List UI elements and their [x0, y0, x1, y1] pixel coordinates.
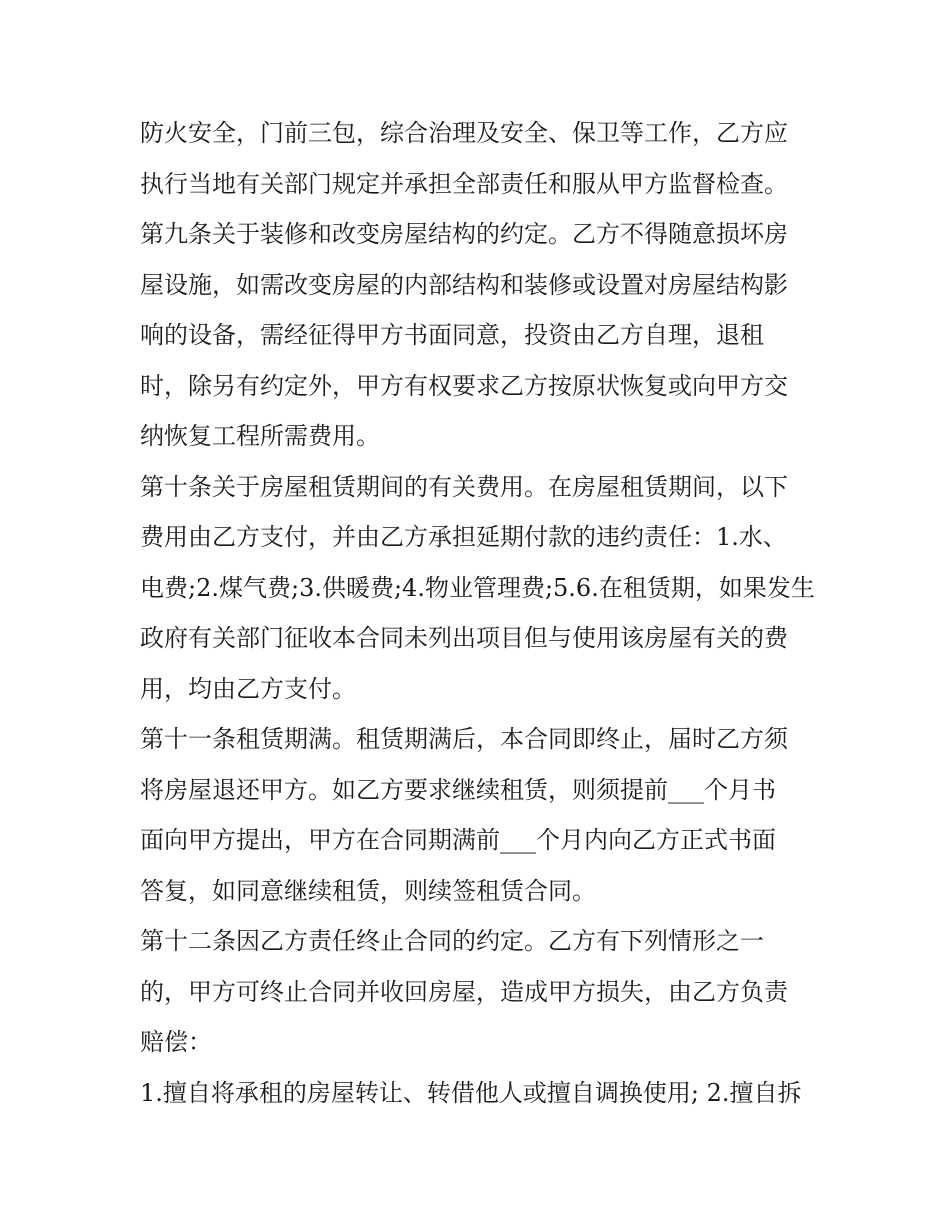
text-line: 1.擅自将承租的房屋转让、转借他人或擅自调换使用; 2.擅自拆 — [140, 1078, 802, 1107]
text-line: 屋设施，如需改变房屋的内部结构和装修或设置对房屋结构影 — [140, 270, 788, 299]
text-line: 将房屋退还甲方。如乙方要求继续租赁，则须提前___个月书 — [140, 775, 776, 804]
article-10-line: 第十条关于房屋租赁期间的有关费用。在房屋租赁期间，以下 — [140, 472, 788, 501]
article-9-line: 第九条关于装修和改变房屋结构的约定。乙方不得随意损坏房 — [140, 220, 788, 248]
text-line: 赔偿： — [140, 1028, 212, 1056]
text-line: 的，甲方可终止合同并收回房屋，造成甲方损失，由乙方负责 — [140, 977, 788, 1006]
text-line: 政府有关部门征收本合同未列出项目但与使用该房屋有关的费 — [140, 624, 788, 652]
article-11-line: 第十一条租赁期满。租赁期满后，本合同即终止，届时乙方须 — [140, 725, 788, 753]
text-line: 防火安全，门前三包，综合治理及安全、保卫等工作，乙方应 — [140, 119, 788, 147]
text-line: 答复，如同意继续租赁，则续签租赁合同。 — [140, 876, 596, 905]
text-line: 电费;2.煤气费;3.供暖费;4.物业管理费;5.6.在租赁期，如果发生 — [140, 573, 815, 602]
contract-text — [140, 108, 820, 1118]
text-line: 纳恢复工程所需费用。 — [140, 422, 380, 450]
text-line: 用，均由乙方支付。 — [140, 674, 356, 703]
text-line: 执行当地有关部门规定并承担全部责任和服从甲方监督检查。 — [140, 169, 788, 198]
text-line: 时，除另有约定外，甲方有权要求乙方按原状恢复或向甲方交 — [140, 371, 788, 400]
text-line: 响的设备，需经征得甲方书面同意，投资由乙方自理，退租 — [140, 321, 764, 349]
text-line: 费用由乙方支付，并由乙方承担延期付款的违约责任：1.水、 — [140, 523, 787, 551]
text-line: 面向甲方提出，甲方在合同期满前___个月内向乙方正式书面 — [140, 826, 776, 854]
article-12-line: 第十二条因乙方责任终止合同的约定。乙方有下列情形之一 — [140, 927, 764, 955]
